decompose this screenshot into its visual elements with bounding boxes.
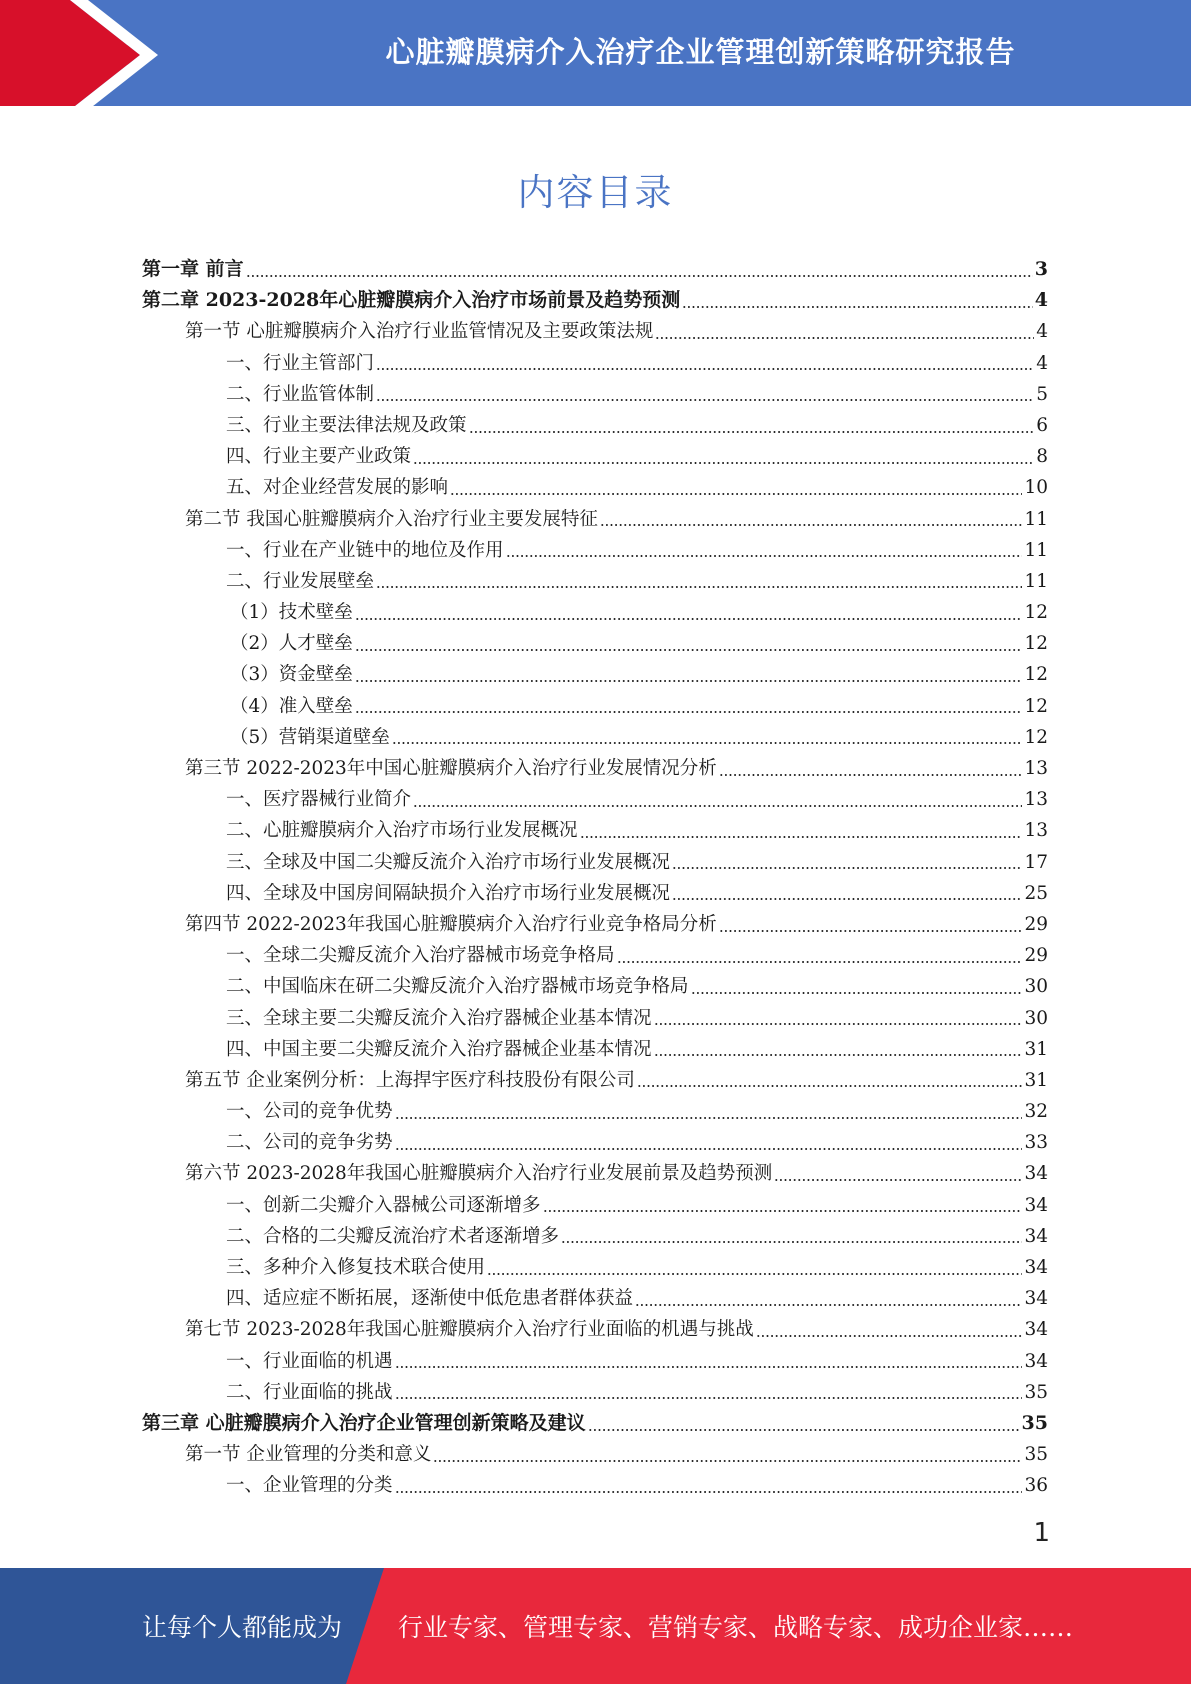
- toc-dot-leader: [355, 617, 1023, 621]
- toc-entry-page: 34: [1024, 1163, 1048, 1185]
- toc-entry-page: 8: [1036, 446, 1048, 468]
- toc-dot-leader: [450, 492, 1022, 496]
- toc-dot-leader: [672, 866, 1022, 870]
- toc-entry-page: 29: [1024, 913, 1048, 935]
- toc-entry-text: （5）营销渠道壁垒: [230, 726, 390, 748]
- toc-entry-item[interactable]: [142, 847, 1048, 878]
- toc-entry-text: 第六节 2023-2028年我国心脏瓣膜病介入治疗行业发展前景及趋势预测: [185, 1163, 773, 1185]
- toc-entry-section[interactable]: [142, 1314, 1048, 1345]
- toc-dot-leader: [774, 1178, 1022, 1182]
- toc-entry-section[interactable]: [142, 1439, 1048, 1470]
- toc-dot-leader: [637, 1084, 1023, 1088]
- toc-dot-leader: [376, 398, 1034, 402]
- toc-entry-item[interactable]: [142, 441, 1048, 472]
- toc-entry-page: 12: [1024, 664, 1048, 686]
- toc-entry-section[interactable]: [142, 504, 1048, 535]
- toc-dot-leader: [654, 1022, 1023, 1026]
- toc-entry-page: 6: [1036, 414, 1048, 436]
- toc-entry-item[interactable]: [142, 1377, 1048, 1408]
- toc-entry-page: 29: [1024, 945, 1048, 967]
- toc-dot-leader: [635, 1303, 1022, 1307]
- toc-entry-text: 第三节 2022-2023年中国心脏瓣膜病介入治疗行业发展情况分析: [185, 758, 717, 779]
- toc-entry-text: 二、中国临床在研二尖瓣反流介入治疗器械市场竞争格局: [226, 976, 689, 998]
- toc-entry-chapter[interactable]: [142, 285, 1048, 316]
- toc-entry-item[interactable]: [142, 379, 1048, 410]
- toc-entry-item[interactable]: [142, 1346, 1048, 1377]
- toc-entry-text: 第七节 2023-2028年我国心脏瓣膜病介入治疗行业面临的机遇与挑战: [185, 1319, 754, 1341]
- toc-entry-page: 31: [1024, 1069, 1048, 1091]
- toc-entry-text: （3）资金壁垒: [230, 664, 353, 686]
- toc-entry-text: 第二节 我国心脏瓣膜病介入治疗行业主要发展特征: [185, 508, 598, 530]
- toc-entry-text: 一、行业主管部门: [226, 352, 375, 374]
- footer-banner: [0, 1568, 1191, 1684]
- toc-entry-page: 34: [1024, 1194, 1048, 1216]
- toc-entry-text: 一、全球二尖瓣反流介入治疗器械市场竞争格局: [226, 945, 615, 967]
- toc-dot-leader: [395, 1147, 1023, 1151]
- toc-dot-leader: [355, 648, 1023, 652]
- toc-entry-item[interactable]: [142, 1221, 1048, 1252]
- table-of-contents: [142, 254, 1048, 1502]
- toc-dot-leader: [433, 1459, 1022, 1463]
- toc-entry-text: 四、适应症不断拓展，逐渐使中低危患者群体获益: [226, 1288, 634, 1310]
- toc-entry-text: 二、合格的二尖瓣反流治疗术者逐渐增多: [226, 1225, 560, 1247]
- toc-entry-text: 第五节 企业案例分析：上海捍宇医疗科技股份有限公司: [185, 1069, 635, 1091]
- toc-entry-item[interactable]: [142, 1096, 1048, 1127]
- toc-entry-section[interactable]: [142, 1065, 1048, 1096]
- toc-entry-text: 二、公司的竞争劣势: [226, 1132, 393, 1154]
- toc-entry-section[interactable]: [142, 753, 1048, 784]
- toc-heading: 内容目录: [517, 171, 674, 214]
- toc-dot-leader: [672, 897, 1022, 901]
- toc-dot-leader: [376, 367, 1034, 371]
- toc-entry-page: 11: [1024, 508, 1048, 530]
- toc-entry-page: 25: [1024, 882, 1048, 904]
- toc-dot-leader: [682, 305, 1033, 309]
- toc-dot-leader: [719, 773, 1023, 777]
- toc-entry-page: 30: [1024, 1007, 1048, 1029]
- toc-entry-page: 12: [1024, 633, 1048, 655]
- toc-dot-leader: [395, 1490, 1023, 1494]
- toc-entry-item[interactable]: [142, 472, 1048, 503]
- toc-entry-text: （4）准入壁垒: [230, 695, 353, 717]
- toc-entry-page: 4: [1036, 321, 1048, 343]
- toc-entry-text: 三、全球主要二尖瓣反流介入治疗器械企业基本情况: [226, 1007, 652, 1029]
- toc-dot-leader: [580, 835, 1023, 839]
- toc-entry-text: 一、医疗器械行业简介: [226, 789, 412, 811]
- toc-entry-page: 4: [1036, 352, 1048, 374]
- toc-entry-text: 三、多种介入修复技术联合使用: [226, 1257, 486, 1278]
- toc-entry-item[interactable]: [142, 410, 1048, 441]
- toc-entry-text: 四、行业主要产业政策: [226, 446, 412, 468]
- toc-dot-leader: [395, 1396, 1023, 1400]
- toc-entry-item[interactable]: [142, 1283, 1048, 1314]
- toc-entry-page: 34: [1024, 1225, 1048, 1247]
- toc-entry-text: 第三章 心脏瓣膜病介入治疗企业管理创新策略及建议: [142, 1411, 586, 1434]
- toc-dot-leader: [395, 1365, 1023, 1369]
- toc-dot-leader: [413, 461, 1034, 465]
- toc-entry-text: 一、企业管理的分类: [226, 1475, 393, 1497]
- toc-dot-leader: [246, 274, 1033, 278]
- toc-entry-page: 34: [1024, 1257, 1048, 1278]
- toc-entry-text: 第一节 心脏瓣膜病介入治疗行业监管情况及主要政策法规: [185, 321, 654, 343]
- toc-entry-sub[interactable]: [142, 597, 1048, 628]
- toc-dot-leader: [756, 1334, 1023, 1338]
- toc-entry-sub[interactable]: [142, 691, 1048, 722]
- toc-entry-page: 5: [1036, 383, 1048, 405]
- toc-dot-leader: [506, 554, 1023, 558]
- toc-entry-page: 11: [1024, 570, 1048, 592]
- toc-entry-item[interactable]: [142, 1190, 1048, 1221]
- toc-dot-leader: [355, 679, 1023, 683]
- toc-entry-item[interactable]: [142, 535, 1048, 566]
- toc-entry-chapter[interactable]: [142, 254, 1048, 285]
- toc-entry-item[interactable]: [142, 1003, 1048, 1034]
- toc-dot-leader: [588, 1428, 1020, 1432]
- toc-entry-item[interactable]: [142, 1470, 1048, 1501]
- toc-entry-text: 第一章 前言: [142, 258, 244, 280]
- page-number: 1: [1033, 1518, 1050, 1548]
- toc-entry-page: 13: [1024, 820, 1048, 842]
- toc-entry-page: 33: [1024, 1132, 1048, 1154]
- toc-entry-text: 五、对企业经营发展的影响: [226, 477, 449, 499]
- toc-entry-item[interactable]: [142, 940, 1048, 971]
- toc-entry-text: （2）人才壁垒: [230, 633, 353, 655]
- toc-dot-leader: [654, 1053, 1023, 1057]
- toc-entry-text: 二、行业面临的挑战: [226, 1381, 393, 1403]
- toc-entry-page: 35: [1024, 1444, 1048, 1466]
- toc-dot-leader: [413, 804, 1022, 808]
- toc-entry-text: 四、全球及中国房间隔缺损介入治疗市场行业发展概况: [226, 882, 671, 904]
- toc-dot-leader: [719, 929, 1023, 933]
- toc-entry-text: 一、公司的竞争优势: [226, 1101, 393, 1123]
- header-banner: [0, 0, 1191, 110]
- toc-entry-item[interactable]: [142, 815, 1048, 846]
- footer-slogan-right: 行业专家、管理专家、营销专家、战略专家、成功企业家……: [398, 1613, 1074, 1642]
- toc-entry-page: 13: [1024, 789, 1048, 811]
- toc-entry-text: 三、行业主要法律法规及政策: [226, 414, 467, 436]
- toc-entry-page: 4: [1034, 289, 1048, 312]
- toc-entry-page: 35: [1024, 1381, 1048, 1403]
- toc-entry-text: 二、行业发展壁垒: [226, 570, 375, 592]
- toc-entry-item[interactable]: [142, 566, 1048, 597]
- toc-dot-leader: [487, 1272, 1022, 1276]
- toc-entry-section[interactable]: [142, 909, 1048, 940]
- toc-entry-page: 12: [1024, 726, 1048, 748]
- toc-entry-text: 第二章 2023-2028年心脏瓣膜病介入治疗市场前景及趋势预测: [142, 289, 681, 312]
- toc-entry-sub[interactable]: [142, 628, 1048, 659]
- toc-entry-text: 一、行业面临的机遇: [226, 1350, 393, 1372]
- toc-dot-leader: [392, 741, 1023, 745]
- toc-entry-section[interactable]: [142, 316, 1048, 347]
- toc-entry-text: 第一节 企业管理的分类和意义: [185, 1444, 432, 1466]
- toc-entry-text: 四、中国主要二尖瓣反流介入治疗器械企业基本情况: [226, 1038, 652, 1060]
- toc-dot-leader: [376, 585, 1022, 589]
- toc-entry-page: 36: [1024, 1475, 1048, 1497]
- toc-entry-page: 3: [1034, 258, 1048, 280]
- toc-entry-text: 一、行业在产业链中的地位及作用: [226, 539, 504, 561]
- toc-dot-leader: [469, 430, 1035, 434]
- toc-entry-sub[interactable]: [142, 659, 1048, 690]
- toc-dot-leader: [395, 1116, 1023, 1120]
- toc-dot-leader: [543, 1209, 1023, 1213]
- report-title: 心脏瓣膜病介入治疗企业管理创新策略研究报告: [385, 34, 1016, 69]
- toc-dot-leader: [561, 1240, 1022, 1244]
- toc-entry-page: 11: [1024, 539, 1048, 561]
- toc-dot-leader: [617, 960, 1023, 964]
- toc-entry-chapter[interactable]: [142, 1408, 1048, 1439]
- toc-entry-page: 12: [1024, 602, 1048, 624]
- toc-entry-page: 32: [1024, 1101, 1048, 1123]
- toc-dot-leader: [655, 336, 1034, 340]
- toc-dot-leader: [691, 991, 1023, 995]
- toc-entry-page: 31: [1024, 1038, 1048, 1060]
- toc-entry-text: 一、创新二尖瓣介入器械公司逐渐增多: [226, 1194, 541, 1216]
- toc-entry-page: 12: [1024, 695, 1048, 717]
- toc-entry-page: 34: [1024, 1288, 1048, 1310]
- toc-entry-item[interactable]: [142, 784, 1048, 815]
- toc-entry-page: 10: [1024, 477, 1048, 499]
- toc-entry-page: 30: [1024, 976, 1048, 998]
- toc-entry-page: 35: [1021, 1411, 1048, 1434]
- footer-slogan-left: 让每个人都能成为: [142, 1613, 343, 1642]
- toc-entry-item[interactable]: [142, 878, 1048, 909]
- toc-entry-item[interactable]: [142, 348, 1048, 379]
- toc-entry-item[interactable]: [142, 1127, 1048, 1158]
- toc-entry-page: 34: [1024, 1319, 1048, 1341]
- toc-entry-section[interactable]: [142, 1158, 1048, 1189]
- toc-entry-page: 17: [1024, 851, 1048, 873]
- toc-entry-page: 13: [1024, 758, 1048, 779]
- header-red-arrow: [0, 0, 140, 110]
- toc-entry-item[interactable]: [142, 1252, 1048, 1283]
- toc-entry-text: 二、行业监管体制: [226, 383, 375, 405]
- toc-entry-sub[interactable]: [142, 722, 1048, 753]
- toc-entry-text: 第四节 2022-2023年我国心脏瓣膜病介入治疗行业竞争格局分析: [185, 913, 717, 935]
- toc-entry-text: 三、全球及中国二尖瓣反流介入治疗市场行业发展概况: [226, 851, 671, 873]
- toc-entry-text: 二、心脏瓣膜病介入治疗市场行业发展概况: [226, 820, 578, 842]
- toc-entry-text: （1）技术壁垒: [230, 602, 353, 624]
- toc-dot-leader: [600, 523, 1023, 527]
- toc-entry-item[interactable]: [142, 971, 1048, 1002]
- toc-dot-leader: [355, 710, 1023, 714]
- toc-entry-item[interactable]: [142, 1034, 1048, 1065]
- toc-entry-page: 34: [1024, 1350, 1048, 1372]
